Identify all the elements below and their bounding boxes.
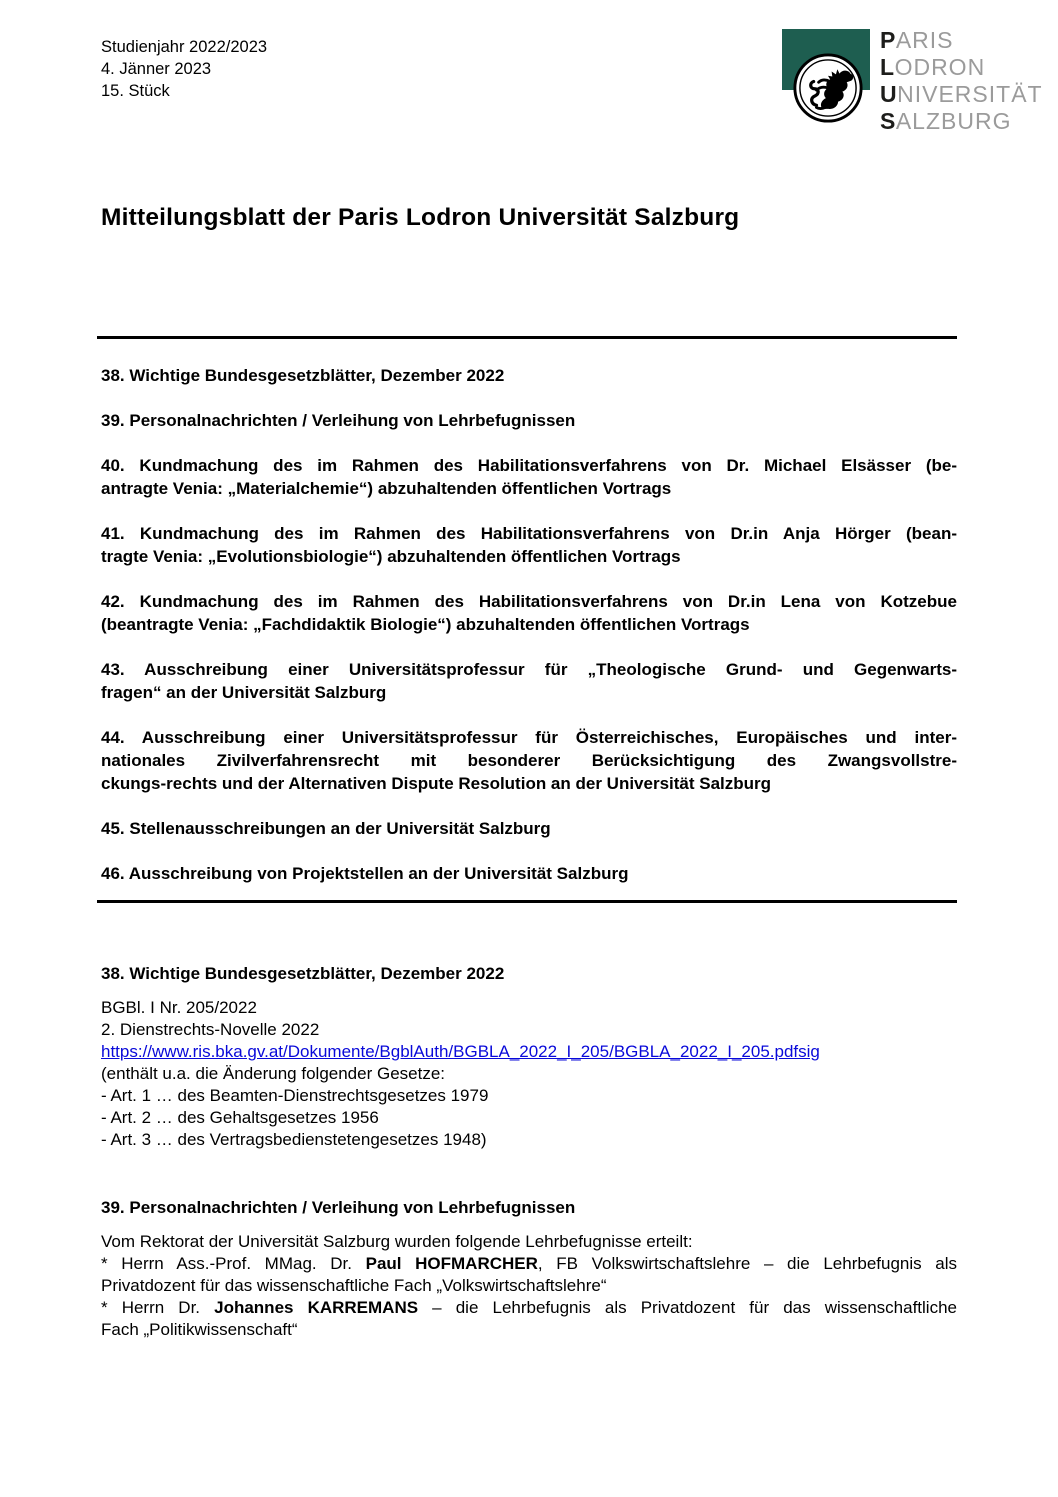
logo-rest: ALZBURG	[895, 108, 1012, 134]
toc-line	[101, 364, 957, 387]
section-39-line	[101, 1253, 957, 1275]
text-segment: Vom Rektorat der Universität Salzburg wurden folgende Lehrbefugnisse erteilt:	[101, 1232, 693, 1251]
logo-rest: NIVERSITÄT	[897, 81, 1043, 107]
text-segment: Privatdozent für das wissenschaftliche Fach „Volkswirtschaftslehre“	[101, 1276, 607, 1295]
text-segment: 45. Stellenausschreibungen an der Universität Salzburg	[101, 819, 551, 838]
logo-line-universitaet	[880, 81, 1043, 108]
text-segment: BGBl. I Nr. 205/2022	[101, 998, 257, 1017]
logo-line-paris	[880, 27, 1043, 54]
logo-line-salzburg	[880, 108, 1043, 135]
text-segment: 38. Wichtige Bundesgesetzblätter, Dezember 2022	[101, 366, 505, 385]
issue-date: 4. Jänner 2023	[101, 60, 212, 78]
text-segment: (beantragte Venia: „Fachdidaktik Biologie“) abzuhaltenden öffentlichen Vortrags	[101, 615, 750, 634]
divider-top	[97, 336, 957, 339]
document-link[interactable]: https://www.ris.bka.gv.at/Dokumente/BgblAuth/BGBLA_2022_I_205/BGBLA_2022_I_205.pdfsig	[101, 1042, 820, 1061]
logo-rest: ARIS	[895, 27, 954, 53]
toc-line	[101, 772, 957, 795]
section-39-heading: 39. Personalnachrichten / Verleihung von Lehrbefugnissen	[101, 1198, 576, 1218]
logo-initial: S	[880, 108, 896, 134]
logo-rest: ODRON	[894, 54, 986, 80]
logo-initial: U	[880, 81, 898, 107]
salzburg-lion-emblem-icon	[792, 52, 864, 124]
text-segment: nationales Zivilverfahrensrecht mit besonderer Berücksichtigung des Zwangsvollstre-	[101, 751, 957, 770]
study-year: Studienjahr 2022/2023	[101, 38, 268, 56]
toc-item	[101, 726, 957, 795]
toc-line	[101, 545, 957, 568]
text-segment: 41. Kundmachung des im Rahmen des Habilitationsverfahrens von Dr.in Anja Hörger (bean-	[101, 524, 957, 543]
toc-item	[101, 817, 957, 840]
text-segment: 42. Kundmachung des im Rahmen des Habilitationsverfahrens von Dr.in Lena von Kotzebue	[101, 592, 957, 611]
section-39-line	[101, 1319, 957, 1341]
section-38-line	[101, 1063, 957, 1085]
toc-line	[101, 681, 957, 704]
issue-number: 15. Stück	[101, 82, 170, 100]
toc-item	[101, 862, 957, 885]
section-38-line	[101, 1041, 957, 1063]
text-segment: Fach „Politikwissenschaft“	[101, 1320, 298, 1339]
section-39-body	[101, 1231, 957, 1341]
toc-line	[101, 477, 957, 500]
section-38-line	[101, 1129, 957, 1151]
toc-line	[101, 817, 957, 840]
text-segment: - Art. 2 … des Gehaltsgesetzes 1956	[101, 1108, 379, 1127]
text-segment: * Herrn Ass.-Prof. MMag. Dr.	[101, 1254, 366, 1273]
text-segment: - Art. 3 … des Vertragsbedienstetengesetzes 1948)	[101, 1130, 487, 1149]
text-segment: antragte Venia: „Materialchemie“) abzuhaltenden öffentlichen Vortrags	[101, 479, 672, 498]
toc-line	[101, 862, 957, 885]
section-39-line	[101, 1297, 957, 1319]
toc-line	[101, 409, 957, 432]
section-38-line	[101, 1085, 957, 1107]
text-segment: ckungs-rechts und der Alternativen Dispute Resolution an der Universität Salzburg	[101, 774, 772, 793]
logo-wordmark	[880, 27, 1043, 135]
page-title: Mitteilungsblatt der Paris Lodron Universität Salzburg	[101, 204, 740, 232]
section-38-line	[101, 1107, 957, 1129]
section-39-line	[101, 1275, 957, 1297]
text-segment: 43. Ausschreibung einer Universitätsprofessur für „Theologische Grund- und Gegenwarts-	[101, 660, 957, 679]
text-segment: – die Lehrbefugnis als Privatdozent für das wissenschaftliche	[418, 1298, 957, 1317]
toc-item	[101, 454, 957, 500]
issue-metadata	[101, 36, 267, 102]
section-38-line	[101, 997, 957, 1019]
toc-line	[101, 454, 957, 477]
emphasized-name: Paul HOFMARCHER	[365, 1254, 538, 1273]
text-segment: - Art. 1 … des Beamten-Dienstrechtsgesetzes 1979	[101, 1086, 489, 1105]
logo-initial: L	[880, 54, 895, 80]
logo-line-lodron	[880, 54, 1043, 81]
emphasized-name: Johannes KARREMANS	[214, 1298, 419, 1317]
section-38-heading: 38. Wichtige Bundesgesetzblätter, Dezember 2022	[101, 964, 505, 984]
text-segment: (enthält u.a. die Änderung folgender Gesetze:	[101, 1064, 446, 1083]
toc-line	[101, 522, 957, 545]
text-segment: fragen“ an der Universität Salzburg	[101, 683, 387, 702]
toc-line	[101, 749, 957, 772]
toc-line	[101, 658, 957, 681]
section-39-line	[101, 1231, 957, 1253]
text-segment: * Herrn Dr.	[101, 1298, 215, 1317]
text-segment: 44. Ausschreibung einer Universitätsprofessur für Österreichisches, Europäisches und inter-	[101, 728, 957, 747]
toc-line	[101, 726, 957, 749]
text-segment: 40. Kundmachung des im Rahmen des Habilitationsverfahrens von Dr. Michael Elsässer (be-	[101, 456, 957, 475]
table-of-contents	[101, 364, 957, 907]
toc-line	[101, 590, 957, 613]
text-segment: 2. Dienstrechts-Novelle 2022	[101, 1020, 320, 1039]
toc-line	[101, 613, 957, 636]
toc-item	[101, 590, 957, 636]
text-segment: tragte Venia: „Evolutionsbiologie“) abzuhaltenden öffentlichen Vortrags	[101, 547, 681, 566]
text-segment: 46. Ausschreibung von Projektstellen an der Universität Salzburg	[101, 864, 629, 883]
toc-item	[101, 364, 957, 387]
text-segment: , FB Volkswirtschaftslehre – die Lehrbefugnis als	[537, 1254, 957, 1273]
section-38-line	[101, 1019, 957, 1041]
logo-initial: P	[880, 27, 896, 53]
text-segment: 39. Personalnachrichten / Verleihung von Lehrbefugnissen	[101, 411, 576, 430]
plus-university-logo	[782, 27, 1043, 139]
section-38-body	[101, 997, 957, 1151]
toc-item	[101, 658, 957, 704]
toc-item	[101, 522, 957, 568]
toc-item	[101, 409, 957, 432]
